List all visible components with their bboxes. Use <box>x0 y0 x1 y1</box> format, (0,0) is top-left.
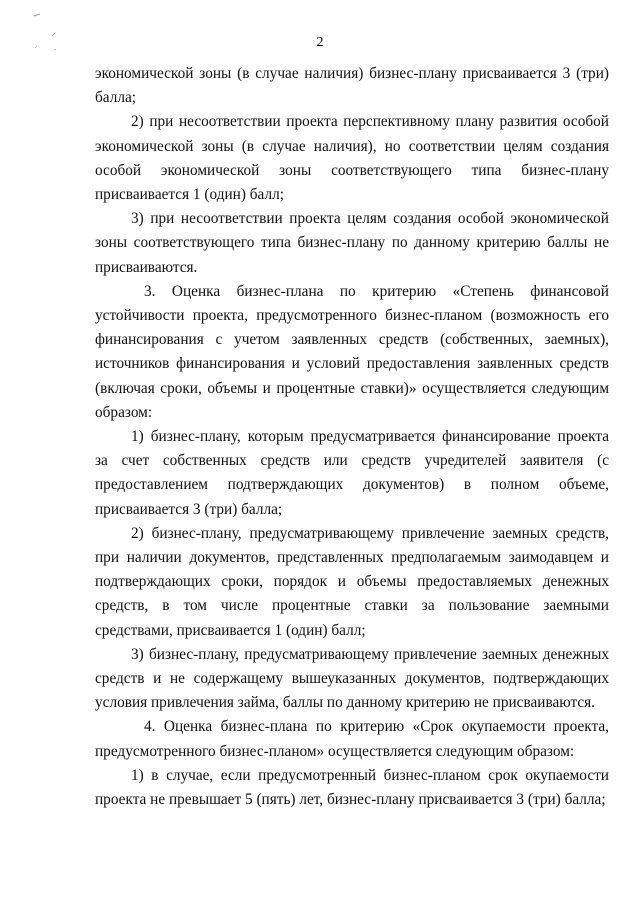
paragraph-section: 4. Оценка бизнес-плана по критерию «Срок окупаемости проекта, предусмотренного бизнес-планом» осуществляется следующим образом: <box>95 718 609 760</box>
paragraph-list-item: 3) бизнес-плану, предусматривающему привлечение заемных денежных средств и не содержащему вышеуказанных документов, подтверждающих условия привлечения займа, баллы по данному критерию не присваиваются. <box>95 645 609 712</box>
paragraph-continuation: экономической зоны (в случае наличия) бизнес-плану присваивается 3 (три) балла; <box>95 65 609 107</box>
document-body <box>95 62 609 812</box>
paragraph-list-item: 2) при несоответствии проекта перспективному плану развития особой экономической зоны (в случае наличия), но соответствии целям создания особой экономической зоны соответствующего типа бизнес-плану присваивается 1 (один) балл; <box>95 113 609 204</box>
paragraph-list-item: 1) в случае, если предусмотренный бизнес-планом срок окупаемости проекта не превышает 5 (пять) лет, бизнес-плану присваивается 3 (три) балла; <box>95 766 609 809</box>
paragraph-list-item: 2) бизнес-плану, предусматривающему привлечение заемных средств, при наличии документов, представленных предполагаемым заимодавцем и подтверждающих сроки, порядок и объемы предоставляемых денежных средств, в том числе процентные ставки за пользование заемными средствами, присваивается 1 (один) балл; <box>95 524 609 639</box>
paragraph-section: 3. Оценка бизнес-плана по критерию «Степень финансовой устойчивости проекта, предусмотренного бизнес-планом (возможность его финансирования с учетом заявленных средств (собственных, заемных), источников финансирования и условий предоставления заявленных средств (включая сроки, объемы и процентные ставки)» осуществляется следующим образом: <box>95 282 609 421</box>
paragraph-list-item: 1) бизнес-плану, которым предусматривается финансирование проекта за счет собственных средств или средств учредителей заявителя (с предоставлением подтверждающих документов) в полном объеме, присваивается 3 (три) балла; <box>95 428 609 518</box>
paragraph-list-item: 3) при несоответствии проекта целям создания особой экономической зоны соответствующего типа бизнес-плану по данному критерию баллы не присваиваются. <box>95 210 609 276</box>
page-number: 2 <box>316 35 324 50</box>
